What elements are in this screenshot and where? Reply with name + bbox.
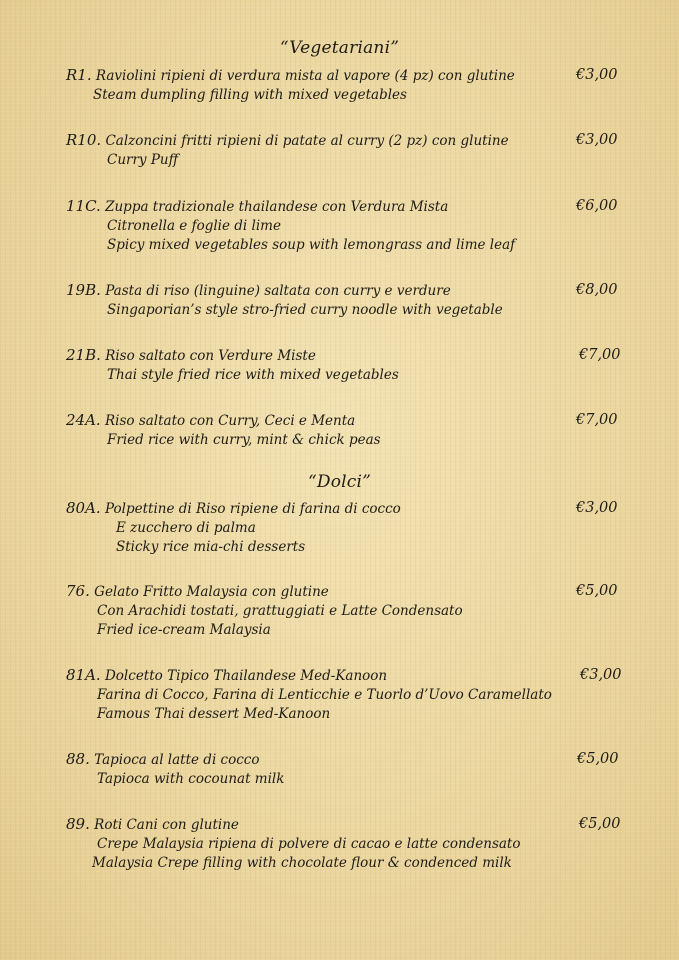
item-name: Riso saltato con Curry, Ceci e Menta — [104, 413, 356, 429]
item-name: Tapioca al latte di cocco — [94, 752, 260, 768]
item-description: Fried rice with curry, mint & chick peas — [107, 432, 381, 448]
item-price: €8,00 — [576, 282, 618, 298]
item-description: Farina di Cocco, Farina di Lenticchie e Tuorlo d’Uovo Caramellato — [97, 687, 552, 703]
item-price: €7,00 — [576, 412, 618, 428]
item-code: 81A. — [66, 666, 101, 684]
item-code: 21B. — [66, 346, 101, 364]
item-price: €5,00 — [579, 816, 621, 832]
item-code: 76. — [66, 582, 90, 600]
item-name: Polpettine di Riso ripiene di farina di cocco — [104, 501, 401, 517]
section-title-vegetariani: “Vegetariani” — [279, 38, 400, 58]
item-header — [66, 815, 239, 835]
item-price: €6,00 — [576, 198, 618, 214]
item-description: Curry Puff — [107, 152, 179, 168]
item-header — [66, 346, 316, 366]
item-description: Famous Thai dessert Med-Kanoon — [97, 706, 331, 722]
item-header — [66, 281, 451, 301]
item-description: Tapioca with cocounat milk — [97, 771, 285, 787]
item-code: 24A. — [66, 411, 101, 429]
item-name: Riso saltato con Verdure Miste — [105, 348, 316, 364]
item-code: 80A. — [66, 499, 101, 517]
item-name: Gelato Fritto Malaysia con glutine — [94, 584, 329, 600]
item-header — [66, 197, 448, 217]
item-description: Sticky rice mia-chi desserts — [116, 539, 306, 555]
item-description: Singaporian’s style stro-fried curry noodle with vegetable — [107, 302, 503, 318]
item-description: Fried ice-cream Malaysia — [97, 622, 271, 638]
item-description: Steam dumpling filling with mixed vegetables — [93, 87, 407, 103]
item-code: R1. — [66, 66, 92, 84]
item-name: Pasta di riso (linguine) saltata con curry e verdure — [105, 283, 451, 299]
item-name: Dolcetto Tipico Thailandese Med-Kanoon — [104, 668, 388, 684]
item-description: Thai style fried rice with mixed vegetables — [107, 367, 399, 383]
item-price: €5,00 — [577, 751, 619, 767]
item-price: €3,00 — [580, 667, 622, 683]
item-description: Citronella e foglie di lime — [107, 218, 281, 234]
item-header — [66, 131, 509, 151]
item-header — [66, 499, 401, 519]
item-price: €3,00 — [576, 500, 618, 516]
item-name: Raviolini ripieni di verdura mista al vapore (4 pz) con glutine — [95, 68, 515, 84]
item-code: 19B. — [66, 281, 101, 299]
item-description: E zucchero di palma — [116, 520, 256, 536]
item-code: R10. — [66, 131, 102, 149]
item-name: Zuppa tradizionale thailandese con Verdura Mista — [105, 199, 449, 215]
item-code: 11C. — [66, 197, 101, 215]
item-price: €5,00 — [576, 583, 618, 599]
item-price: €3,00 — [576, 67, 618, 83]
item-description: Crepe Malaysia ripiena di polvere di cacao e latte condensato — [97, 836, 521, 852]
item-header — [66, 411, 355, 431]
section-title-dolci: “Dolci” — [307, 472, 372, 492]
item-name: Calzoncini fritti ripieni di patate al curry (2 pz) con glutine — [105, 133, 509, 149]
item-description: Malaysia Crepe filling with chocolate flour & condenced milk — [92, 855, 512, 871]
item-code: 89. — [66, 815, 90, 833]
item-header — [66, 750, 260, 770]
item-description: Con Arachidi tostati, grattuggiati e Latte Condensato — [97, 603, 463, 619]
item-code: 88. — [66, 750, 90, 768]
item-price: €3,00 — [576, 132, 618, 148]
item-name: Roti Cani con glutine — [94, 817, 239, 833]
item-header — [66, 582, 329, 602]
item-header — [66, 66, 515, 86]
item-price: €7,00 — [579, 347, 621, 363]
item-header — [66, 666, 387, 686]
item-description: Spicy mixed vegetables soup with lemongrass and lime leaf — [107, 237, 516, 253]
